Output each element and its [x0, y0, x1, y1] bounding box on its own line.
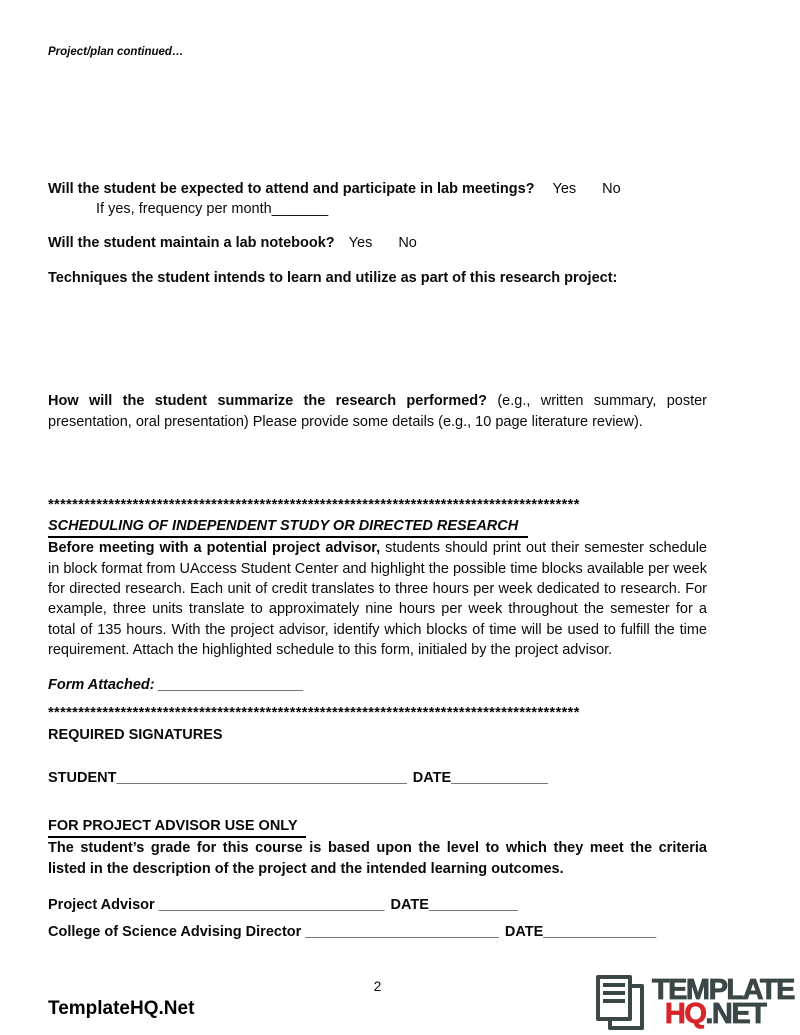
asterisk-divider: ****************************************************************************************: [48, 705, 580, 722]
logo-net-text: .NET: [705, 998, 766, 1030]
question-lab-meetings: [48, 179, 707, 220]
date-label: DATE: [390, 896, 429, 913]
project-advisor-blank: ____________________________: [158, 896, 385, 913]
date-label: DATE: [504, 924, 544, 941]
college-director-blank: ________________________: [305, 924, 499, 941]
yes-option: Yes: [348, 234, 373, 251]
summarize-question: [48, 391, 707, 432]
form-attached-blank: __________________: [158, 676, 304, 693]
yes-option: Yes: [552, 181, 577, 198]
page-number: 2: [373, 979, 382, 995]
form-attached-line: [48, 675, 707, 695]
project-advisor-signature-line: [48, 895, 707, 915]
form-attached-label: Form Attached:: [48, 676, 155, 693]
summarize-question-rest: (e.g., written summary, poster presentation, oral presentation) Please provide some details (e.g., 10 page literature review).: [48, 393, 707, 430]
logo-template-text: TEMPLATE: [651, 974, 794, 1006]
scheduling-paragraph: [48, 538, 707, 660]
advisor-grade-paragraph: The student’s grade for this course is based upon the level to which they meet the criteria listed in the description of the project and the intended learning outcomes.: [48, 840, 707, 877]
scheduling-section: [48, 516, 707, 538]
text-line-bar: [603, 999, 625, 1003]
scheduling-paragraph-bold: Before meeting with a potential project advisor,: [48, 540, 381, 557]
question-lab-notebook: [48, 233, 707, 253]
scheduling-paragraph-rest: students should print out their semester schedule in block format from UAccess Student Center and highlight the possible time blocks available per week for directed research. Each unit of credit translates to three hours per week dedicated to research. For example, three units translate to approximately nine hours per week throughout the semester for a total of 135 hours. With the project advisor, identify which blocks of time will be used to fulfill the time requirement. Attach the highlighted schedule to this form, initialed by the project advisor.: [48, 540, 707, 658]
required-signatures-heading: REQUIRED SIGNATURES: [48, 727, 223, 744]
advisor-section-heading: FOR PROJECT ADVISOR USE ONLY: [48, 816, 306, 838]
asterisk-divider: ****************************************************************************************: [48, 496, 580, 513]
header-note: Project/plan continued…: [48, 46, 184, 58]
no-option: No: [398, 234, 417, 251]
college-director-signature-line: [48, 922, 707, 942]
document-pages-icon: [595, 974, 649, 1030]
no-option: No: [602, 181, 621, 198]
project-advisor-label: Project Advisor: [48, 896, 159, 913]
logo-text: [651, 974, 794, 1030]
date-blank: ____________: [451, 769, 548, 786]
techniques-prompt: Techniques the student intends to learn and utilize as part of this research project:: [48, 269, 618, 286]
frequency-followup: If yes, frequency per month_______: [96, 201, 329, 218]
front-page-shape: [596, 975, 632, 1021]
summarize-question-bold: How will the student summarize the research performed?: [48, 393, 488, 410]
date-label: DATE: [412, 769, 452, 786]
student-label: STUDENT: [48, 769, 117, 786]
date-blank: ___________: [428, 896, 518, 913]
college-director-label: College of Science Advising Director: [48, 924, 306, 941]
logo-hq-text: HQ: [664, 998, 706, 1030]
question-lab-meetings-text: Will the student be expected to attend and participate in lab meetings?: [48, 181, 535, 198]
student-signature-line: [48, 768, 707, 788]
scheduling-heading: SCHEDULING OF INDEPENDENT STUDY OR DIRECTED RESEARCH: [48, 516, 528, 538]
text-line-bar: [603, 991, 625, 995]
student-signature-blank: ____________________________________: [116, 769, 407, 786]
text-line-bar: [603, 983, 625, 987]
date-blank: ______________: [543, 924, 657, 941]
advisor-section: [48, 816, 707, 838]
footer-site-name: TemplateHQ.Net: [48, 998, 195, 1020]
question-lab-notebook-text: Will the student maintain a lab notebook?: [48, 234, 335, 251]
footer-logo: [595, 974, 794, 1030]
